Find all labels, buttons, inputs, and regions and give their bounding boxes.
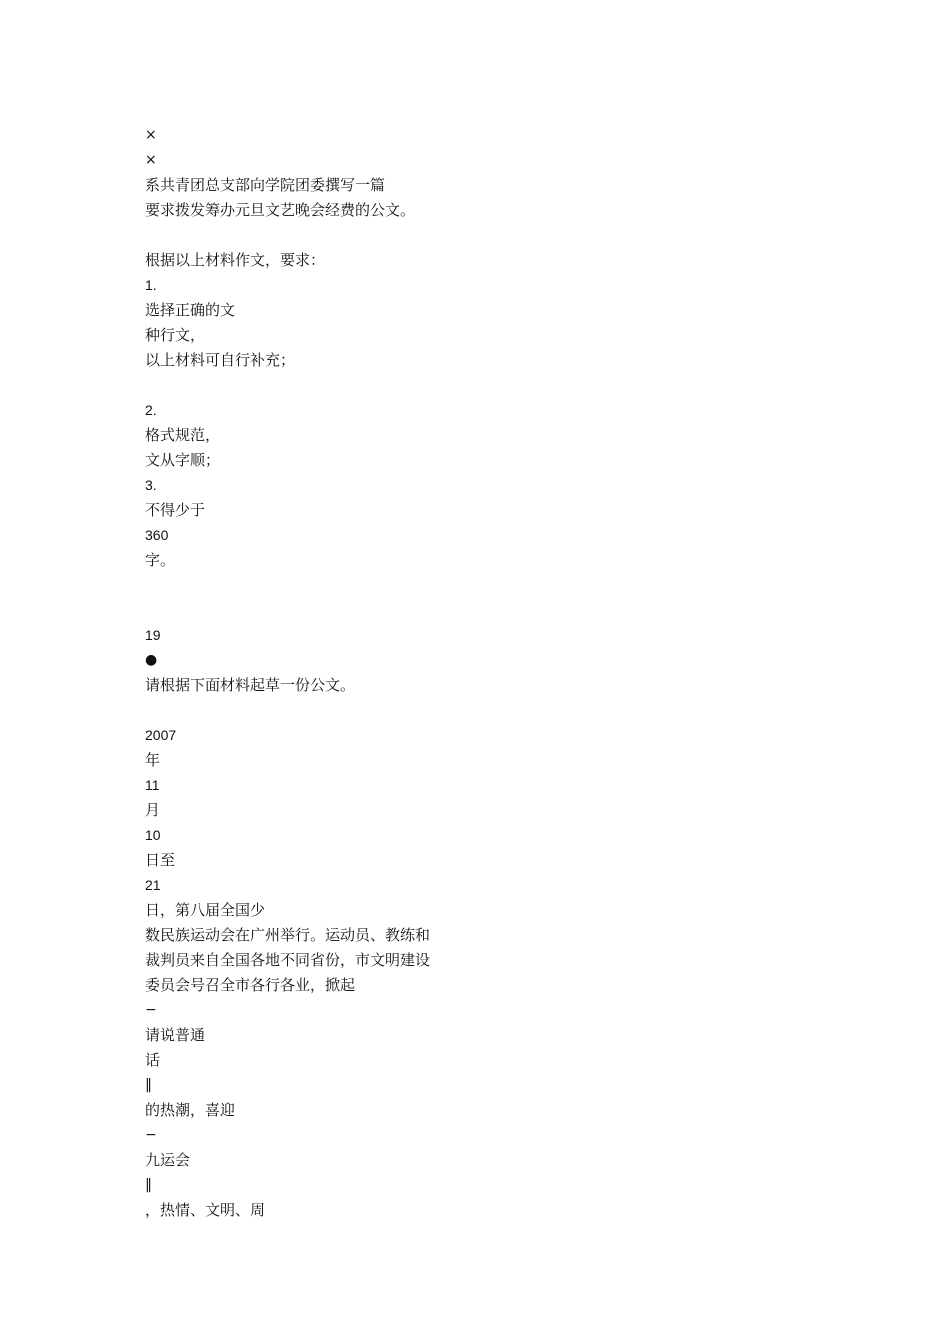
text-line: × (145, 127, 157, 143)
list-number: 2. (145, 402, 157, 418)
text-line: 种行文， (145, 326, 206, 344)
text-line: 系共青团总支部向学院团委撰写一篇 (145, 176, 386, 194)
text-line: ‖ (145, 1077, 152, 1093)
text-line: 格式规范， (145, 426, 221, 444)
text-line: 字。 (145, 551, 176, 569)
text-line: 委员会号召全市各行各业，掀起 (145, 976, 356, 994)
text-line: 的热潮，喜迎 (145, 1101, 236, 1119)
text-line: 要求拨发筹办元旦文艺晚会经费的公文。 (145, 201, 416, 219)
text-line: × (145, 152, 157, 168)
text-line: − (145, 1002, 157, 1018)
paragraph-gap (145, 698, 485, 723)
list-number: 3. (145, 477, 157, 493)
text-line: 不得少于 (145, 501, 206, 519)
text-line: 选择正确的文 (145, 301, 236, 319)
text-line: − (145, 1127, 157, 1143)
text-line: 话 (145, 1051, 161, 1069)
text-line: 请根据下面材料起草一份公文。 (145, 676, 356, 694)
text-line: 日至 (145, 851, 176, 869)
text-line: 11 (145, 777, 160, 793)
bullet-icon: ● (145, 652, 158, 668)
paragraph-gap (145, 373, 485, 398)
text-line: 2007 (145, 727, 177, 743)
text-line: ‖ (145, 1177, 152, 1193)
text-line: 根据以上材料作文，要求： (145, 251, 326, 269)
text-line: 请说普通 (145, 1026, 206, 1044)
text-line: 九运会 (145, 1151, 191, 1169)
text-line: 数民族运动会在广州举行。运动员、教练和 (145, 926, 431, 944)
text-line: 10 (145, 827, 161, 843)
document-body (145, 123, 485, 1223)
text-line: 360 (145, 527, 169, 543)
text-line: 月 (145, 801, 161, 819)
text-line: 年 (145, 751, 161, 769)
text-line: 以上材料可自行补充； (145, 351, 296, 369)
text-line: ，热情、文明、周 (145, 1201, 266, 1219)
text-line: 日，第八届全国少 (145, 901, 266, 919)
list-number: 1. (145, 277, 157, 293)
paragraph-gap (145, 223, 485, 248)
question-number: 19 (145, 627, 161, 643)
text-line: 裁判员来自全国各地不同省份，市文明建设 (145, 951, 431, 969)
section-gap (145, 573, 485, 623)
text-line: 21 (145, 877, 161, 893)
text-line: 文从字顺； (145, 451, 221, 469)
